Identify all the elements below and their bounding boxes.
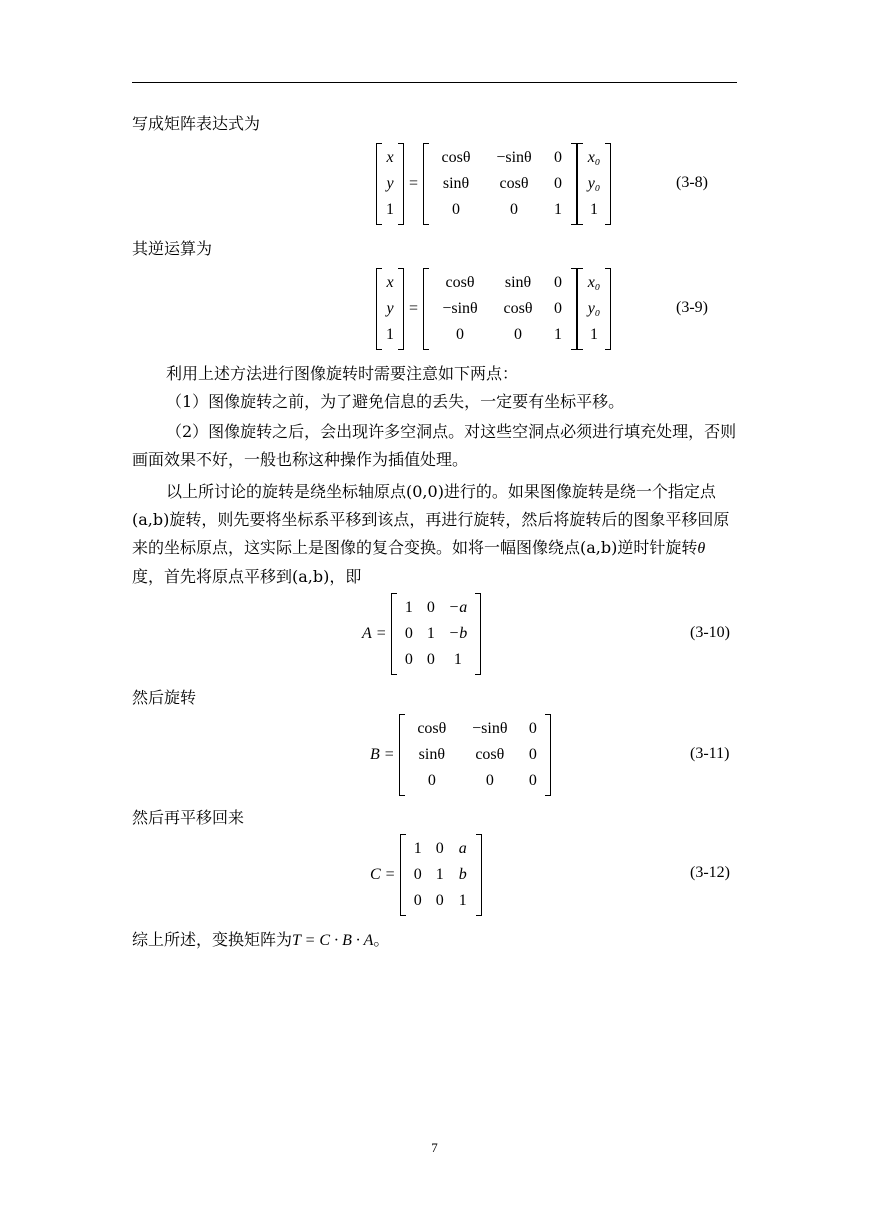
matrix-cell: 0 [413, 866, 422, 883]
matrix-cell: sinθ [442, 175, 470, 192]
matrix-cell: 0 [528, 772, 537, 789]
matrix-label: B [370, 746, 380, 763]
rhs-vector [577, 143, 611, 225]
matrix-cell: 1 [386, 326, 394, 343]
equation-number: (3-8) [676, 174, 708, 191]
matrix-cell: 0 [404, 625, 413, 642]
matrix-cell: 0 [426, 599, 435, 616]
matrix-cell: 1 [435, 866, 444, 883]
intro-inverse-text: 其逆运算为 [132, 239, 213, 258]
matrix-cell: 0 [435, 840, 444, 857]
matrix-cell: cosθ [503, 300, 533, 317]
matrix-cell: 1 [404, 599, 413, 616]
matrix-cell: 0 [554, 300, 563, 317]
matrix-cell: 0 [510, 201, 519, 218]
note-2: （2）图像旋转之后，会出现许多空洞点。对这些空洞点必须进行填充处理，否则画面效果不好，一般也称这种操作为插值处理。 [132, 422, 737, 469]
matrix-cell: 0 [485, 772, 494, 789]
main-paragraph: 以上所讨论的旋转是绕坐标轴原点(0,0)进行的。如果图像旋转是绕一个指定点(a,b)旋转，则先要将坐标系平移到该点，再进行旋转，然后将旋转后的图象平移回原来的坐标原点，这实际上是图像的复合变换。如将一幅图像绕点(a,b)逆时针旋转θ度，首先将原点平移到(a,b)，即 [132, 482, 730, 586]
header-rule [132, 82, 737, 83]
matrix-cell: x₀ [587, 274, 601, 291]
equals-sign: = [409, 175, 419, 192]
matrix-cell: 1 [386, 201, 394, 218]
equation-number: (3-10) [690, 624, 730, 641]
rotation-matrix [423, 143, 577, 225]
matrix-cell: 0 [426, 651, 435, 668]
matrix-cell: 1 [554, 201, 563, 218]
matrix-cell: cosθ [475, 746, 505, 763]
matrix-cell: 0 [554, 149, 563, 166]
matrix-cell: cosθ [499, 175, 529, 192]
summary-formula: T = C · B · A [292, 932, 374, 949]
matrix-cell: y₀ [587, 300, 601, 317]
rhs-vector [577, 268, 611, 350]
page-number: 7 [431, 1140, 438, 1155]
matrix-cell: 1 [453, 651, 462, 668]
matrix-cell: cosθ [417, 720, 447, 737]
matrix-cell: 0 [528, 720, 537, 737]
equals-sign: = [384, 746, 394, 763]
intro-matrix-text: 写成矩阵表达式为 [132, 114, 261, 133]
matrix-cell: 1 [426, 625, 435, 642]
matrix-cell: y [386, 300, 394, 317]
rotation-matrix [399, 714, 551, 796]
notes-intro: 利用上述方法进行图像旋转时需要注意如下两点： [166, 364, 519, 383]
matrix-cell: −sinθ [472, 720, 508, 737]
equation-number: (3-9) [676, 299, 708, 316]
summary-line: 综上所述，变换矩阵为T = C · B · A。 [132, 930, 390, 949]
matrix-cell: a [458, 840, 467, 857]
matrix-cell: 1 [554, 326, 563, 343]
lhs-vector [376, 143, 404, 225]
matrix-cell: b [458, 866, 467, 883]
matrix-cell: 0 [452, 201, 461, 218]
matrix-cell: 0 [554, 274, 563, 291]
matrix-cell: 1 [590, 326, 599, 343]
matrix-cell: y₀ [587, 175, 601, 192]
translation-back-matrix [400, 834, 482, 916]
matrix-cell: 0 [514, 326, 523, 343]
equation-3-12 [370, 834, 482, 916]
matrix-cell: sinθ [418, 746, 445, 763]
matrix-cell: −sinθ [496, 149, 532, 166]
matrix-cell: x [386, 149, 394, 166]
equation-3-9 [376, 268, 611, 350]
matrix-cell: x [386, 274, 394, 291]
matrix-cell: x₀ [587, 149, 601, 166]
matrix-cell: 1 [590, 201, 599, 218]
matrix-cell: 0 [528, 746, 537, 763]
equation-3-8 [376, 143, 611, 225]
matrix-label: C [370, 866, 381, 883]
intro-rotate-text: 然后旋转 [132, 688, 197, 707]
equals-sign: = [409, 300, 419, 317]
equals-sign: = [385, 866, 395, 883]
matrix-cell: 0 [427, 772, 436, 789]
equation-number: (3-11) [690, 745, 730, 762]
matrix-cell: 1 [413, 840, 422, 857]
matrix-cell: 0 [456, 326, 465, 343]
equation-3-11 [370, 714, 551, 796]
equation-number: (3-12) [690, 864, 730, 881]
intro-back-text: 然后再平移回来 [132, 808, 245, 827]
matrix-label: A [362, 625, 372, 642]
matrix-cell: 0 [554, 175, 563, 192]
matrix-cell: sinθ [504, 274, 532, 291]
matrix-cell: cosθ [445, 274, 475, 291]
equation-3-10 [362, 593, 481, 675]
matrix-cell: y [386, 175, 394, 192]
matrix-cell: 1 [458, 892, 467, 909]
matrix-cell: cosθ [441, 149, 471, 166]
matrix-cell: −a [448, 599, 468, 616]
inverse-rotation-matrix [423, 268, 577, 350]
matrix-cell: 0 [404, 651, 413, 668]
matrix-cell: −sinθ [442, 300, 478, 317]
translation-matrix [391, 593, 481, 675]
matrix-cell: −b [448, 625, 468, 642]
equals-sign: = [376, 625, 386, 642]
matrix-cell: 0 [413, 892, 422, 909]
lhs-vector [376, 268, 404, 350]
note-1: （1）图像旋转之前，为了避免信息的丢失，一定要有坐标平移。 [166, 392, 625, 411]
matrix-cell: 0 [435, 892, 444, 909]
